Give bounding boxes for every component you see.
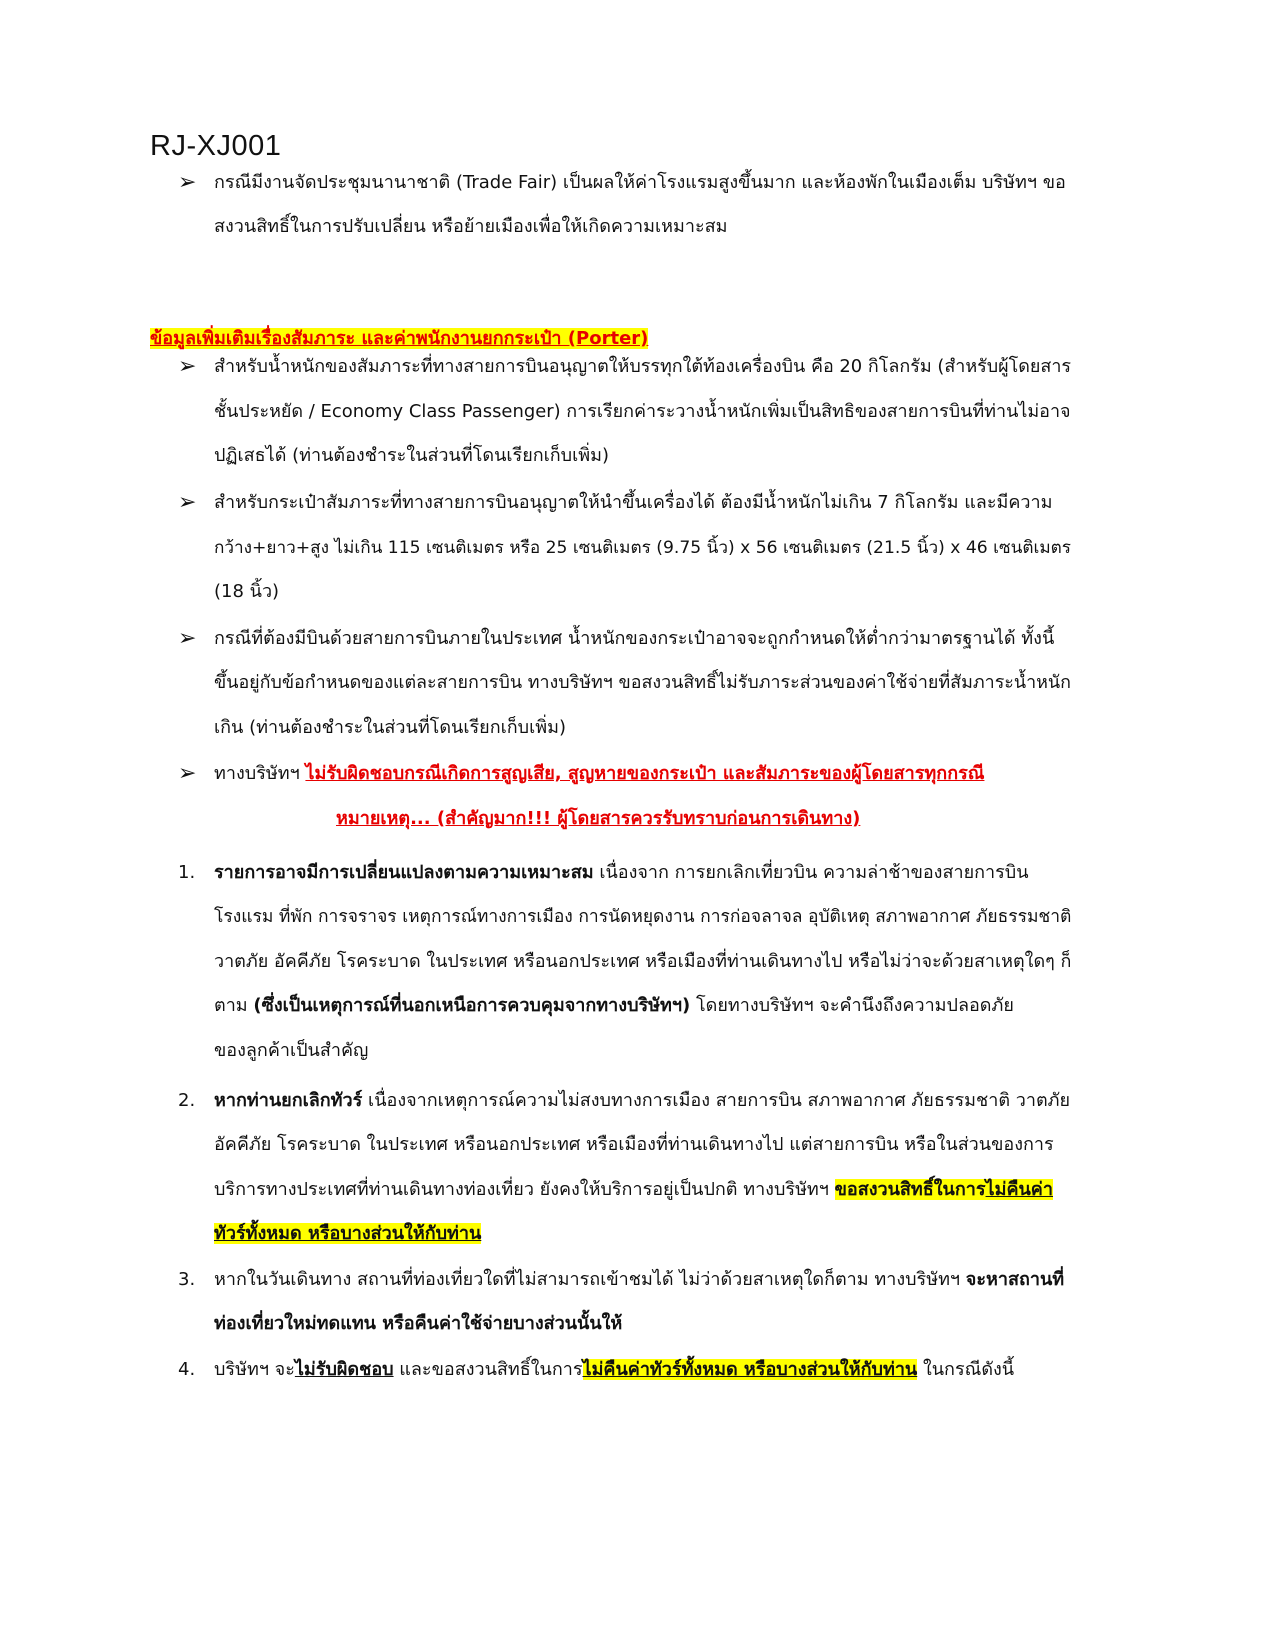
bullet-2-line-2: กว้าง+ยาว+สูง ไม่เกิน 115 เซนติเมตร หรือ 25 เซนติเมตร (9.75 นิ้ว) x 56 เซนติเมตร (21.5 นิ้ว) x 46 เซนติเมตร (214, 538, 1072, 558)
item-2-line-3 (214, 1179, 1053, 1201)
item-number: 1. (178, 862, 196, 883)
item-2-line-1 (214, 1090, 1070, 1112)
bullet-3-line-1: กรณีที่ต้องมีบินด้วยสายการบินภายในประเทศ น้ำหนักของกระเป๋าอาจจะถูกกำหนดให้ต่ำกว่ามาตรฐานได้ ทั้งนี้ (214, 628, 1055, 649)
bullet-1-line-3: ปฏิเสธได้ (ท่านต้องชำระในส่วนที่โดนเรียกเก็บเพิ่ม) (214, 445, 610, 466)
arrow-bullet-icon: ➢ (178, 354, 197, 379)
item-2-highlight: ไม่คืนค่า (985, 1179, 1053, 1200)
item-4-highlight: ไม่คืนค่าทัวร์ทั้งหมด หรือบางส่วนให้กับท่าน (582, 1359, 918, 1380)
item-number: 2. (178, 1090, 196, 1111)
item-2-text: บริการทางประเทศที่ท่านเดินทางท่องเที่ยว ยังคงให้บริการอยู่เป็นปกติ ทางบริษัทฯ (214, 1179, 835, 1200)
item-number: 4. (178, 1359, 196, 1380)
arrow-bullet-icon: ➢ (178, 761, 197, 786)
bullet-4-line-2 (336, 808, 860, 830)
item-4-text: และขอสงวนสิทธิ์ในการ (393, 1359, 583, 1380)
arrow-bullet-icon: ➢ (178, 170, 197, 195)
bullet-1-line-1: สำหรับน้ำหนักของสัมภาระที่ทางสายการบินอนุญาตให้บรรทุกใต้ท้องเครื่องบิน คือ 20 กิโลกรัม (สำหรับผู้โดยสาร (214, 356, 1072, 377)
item-2-title: หากท่านยกเลิกทัวร์ (214, 1090, 363, 1111)
item-3-emphasis: จะหาสถานที่ (965, 1269, 1065, 1290)
bullet-4-line-1 (214, 763, 984, 785)
item-1-text: เนื่องจาก การยกเลิกเที่ยวบิน ความล่าช้าของสายการบิน (593, 862, 1029, 883)
item-2-text: เนื่องจากเหตุการณ์ความไม่สงบทางการเมือง สายการบิน สภาพอากาศ ภัยธรรมชาติ วาตภัย (362, 1090, 1071, 1111)
bullet-3-line-3: เกิน (ท่านต้องชำระในส่วนที่โดนเรียกเก็บเพิ่ม) (214, 717, 566, 738)
item-2-line-4 (214, 1223, 481, 1245)
item-1-line-3: วาตภัย อัคคีภัย โรคระบาด ในประเทศ หรือนอกประเทศ หรือเมืองที่ท่านเดินทางไป หรือไม่ว่าจะด้วยสาเหตุใดๆ ก็ (214, 951, 1072, 972)
intro-line-1: กรณีมีงานจัดประชุมนานาชาติ (Trade Fair) เป็นผลให้ค่าโรงแรมสูงขึ้นมาก และห้องพักในเมืองเต็ม บริษัทฯ ขอ (214, 172, 1066, 193)
item-1-text: โดยทางบริษัทฯ จะคำนึงถึงความปลอดภัย (690, 995, 1014, 1016)
item-4-line-1 (214, 1359, 1014, 1381)
item-1-title: รายการอาจมีการเปลี่ยนแปลงตามความเหมาะสม (214, 862, 594, 883)
item-2-highlight: ขอสงวนสิทธิ์ในการ (834, 1179, 986, 1200)
item-1-line-2: โรงแรม ที่พัก การจราจร เหตุการณ์ทางการเมือง การนัดหยุดงาน การก่อจลาจล อุบัติเหตุ สภาพอากาศ ภัยธรรมชาติ (214, 907, 1072, 927)
bullet-4-warning: ไม่รับผิดชอบกรณีเกิดการสูญเสีย, สูญหายของกระเป๋า และสัมภาระของผู้โดยสารทุกกรณี (305, 763, 985, 784)
item-1-emphasis: (ซึ่งเป็นเหตุการณ์ที่นอกเหนือการควบคุมจากทางบริษัทฯ) (253, 995, 691, 1016)
baggage-heading (150, 327, 648, 351)
bullet-4-prefix: ทางบริษัทฯ (214, 763, 306, 784)
bullet-1-line-2: ชั้นประหยัด / Economy Class Passenger) การเรียกค่าระวางน้ำหนักเพิ่มเป็นสิทธิของสายการบินที่ท่านไม่อาจ (214, 401, 1071, 422)
bullet-2-line-1: สำหรับกระเป๋าสัมภาระที่ทางสายการบินอนุญาตให้นำขึ้นเครื่องได้ ต้องมีน้ำหนักไม่เกิน 7 กิโลกรัม และมีความ (214, 492, 1053, 513)
item-2-highlight: ทัวร์ทั้งหมด หรือบางส่วนให้กับท่าน (214, 1223, 482, 1244)
bullet-4-note: หมายเหตุ... (สำคัญมาก!!! ผู้โดยสารควรรับทราบก่อนการเดินทาง) (336, 808, 861, 829)
bullet-2-line-3: (18 นิ้ว) (214, 581, 280, 602)
arrow-bullet-icon: ➢ (178, 626, 197, 651)
item-4-text: บริษัทฯ จะ (214, 1359, 295, 1380)
baggage-heading-text: ข้อมูลเพิ่มเติมเรื่องสัมภาระ และค่าพนักงานยกกระเป๋า (Porter) (150, 328, 649, 349)
item-3-text: หากในวันเดินทาง สถานที่ท่องเที่ยวใดที่ไม่สามารถเข้าชมได้ ไม่ว่าด้วยสาเหตุใดก็ตาม ทางบริษัทฯ (214, 1269, 966, 1290)
item-1-line-4 (214, 995, 1014, 1017)
item-3-line-2: ท่องเที่ยวใหม่ทดแทน หรือคืนค่าใช้จ่ายบางส่วนนั้นให้ (214, 1313, 623, 1334)
document-id: RJ-XJ001 (150, 130, 282, 162)
item-1-text: ตาม (214, 995, 254, 1016)
item-2-line-2: อัคคีภัย โรคระบาด ในประเทศ หรือนอกประเทศ หรือเมืองที่ท่านเดินทางไป แต่สายการบิน หรือในส่วนของการ (214, 1134, 1054, 1155)
item-1-line-5: ของลูกค้าเป็นสำคัญ (214, 1040, 369, 1061)
item-4-text: ในกรณีดังนี้ (917, 1359, 1015, 1380)
item-1-line-1 (214, 862, 1029, 884)
item-3-line-1 (214, 1269, 1064, 1291)
item-4-emphasis: ไม่รับผิดชอบ (294, 1359, 394, 1380)
arrow-bullet-icon: ➢ (178, 490, 197, 515)
item-number: 3. (178, 1269, 196, 1290)
bullet-3-line-2: ขึ้นอยู่กับข้อกำหนดของแต่ละสายการบิน ทางบริษัทฯ ขอสงวนสิทธิ์ไม่รับภาระส่วนของค่าใช้จ่ายที่สัมภาระน้ำหนัก (214, 672, 1071, 693)
intro-line-2: สงวนสิทธิ์ในการปรับเปลี่ยน หรือย้ายเมืองเพื่อให้เกิดความเหมาะสม (214, 216, 728, 237)
